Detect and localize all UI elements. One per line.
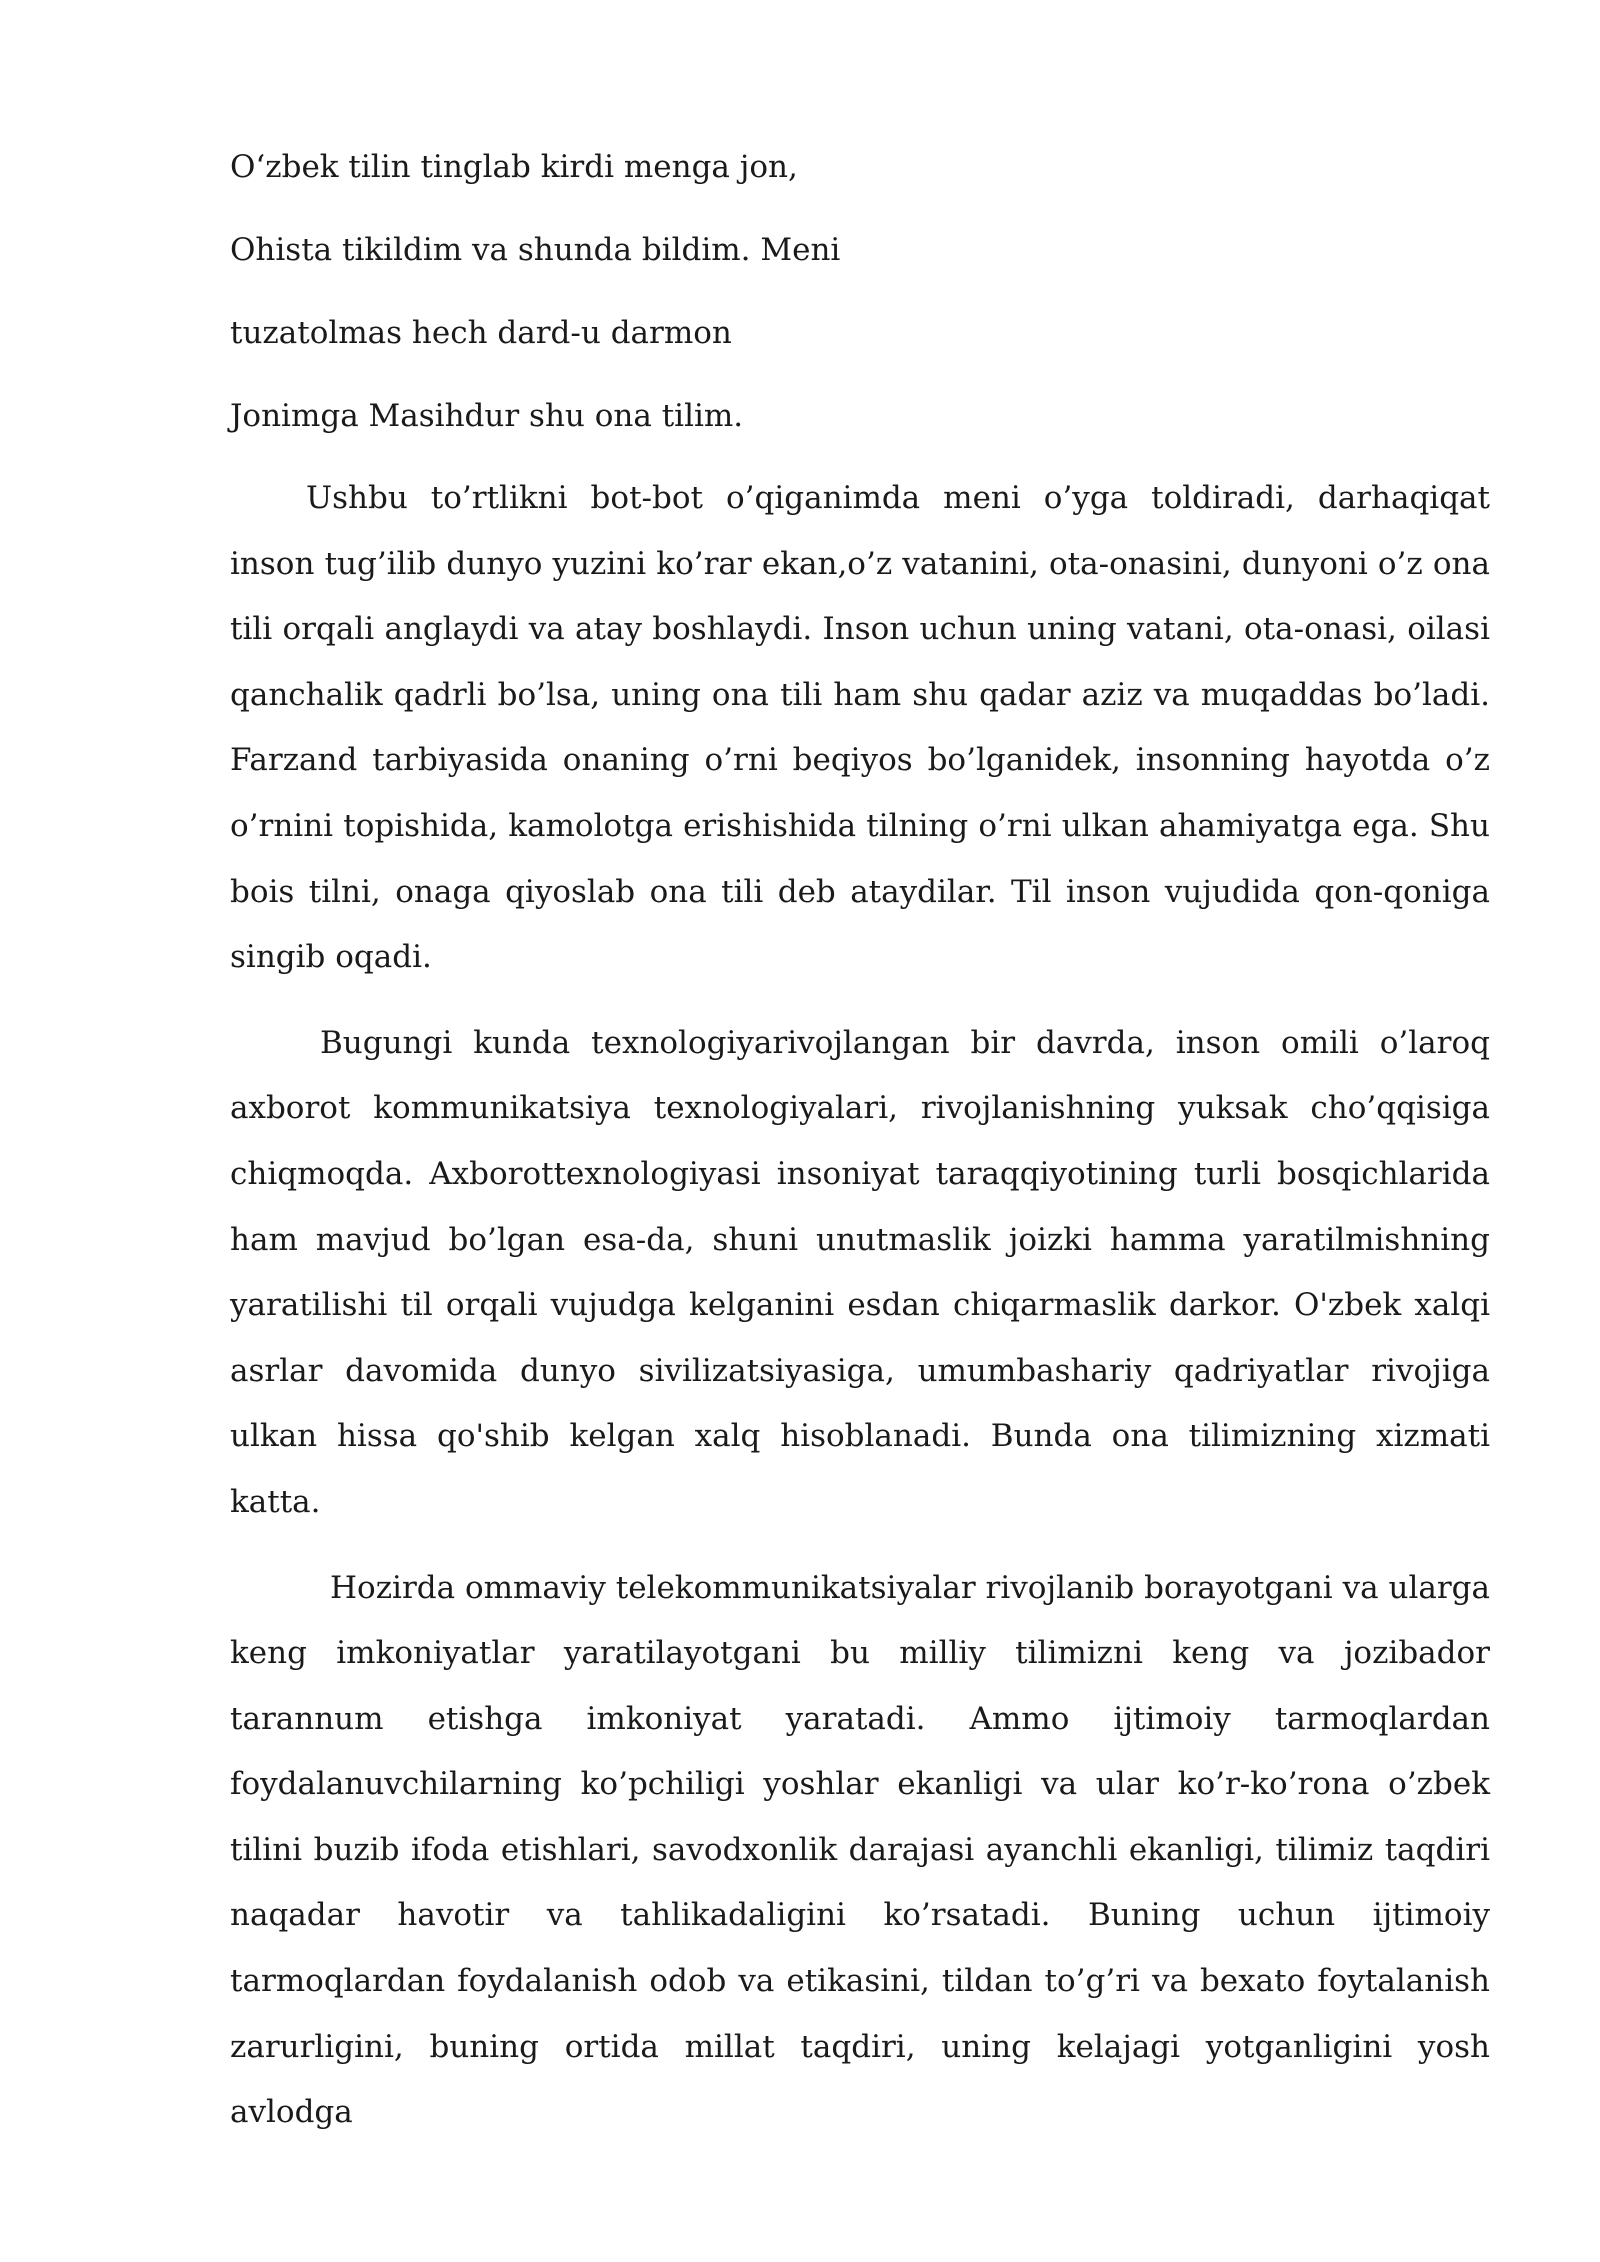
document-body (230, 150, 1490, 2146)
poem-stanza (230, 150, 1490, 482)
paragraph-1: Ushbu to’rtlikni bot-bot o’qiganimda meni o’yga toldiradi, darhaqiqat inson tug’ilib dunyo yuzini ko’rar ekan,o’z vatanini, ota-onasini, dunyoni o’z ona tili orqali anglaydi va atay boshlaydi. Inson uchun uning vatani, ota-onasi, oilasi qanchalik qadrli bo’lsa, uning ona tili ham shu qadar aziz va muqaddas bo’ladi. Farzand tarbiyasida onaning o’rni beqiyos bo’lganidek, insonning hayotda o’z o’rnini topishida, kamolotga erishishida tilning o’rni ulkan ahamiyatga ega. Shu bois tilni, onaga qiyoslab ona tili deb ataydilar. Til inson vujudida qon-qoniga singib oqadi. (230, 480, 1490, 976)
paragraph-3: Hozirda ommaviy telekommunikatsiyalar rivojlanib borayotgani va ularga keng imkoniyatlar yaratilayotgani bu milliy tilimizni keng va jozibador tarannum etishga imkoniyat yaratadi. Ammo ijtimoiy tarmoqlardan foydalanuvchilarning ko’pchiligi yoshlar ekanligi va ular ko’r-ko’rona o’zbek tilini buzib ifoda etishlari, savodxonlik darajasi ayanchli ekanligi, tilimiz taqdiri naqadar havotir va tahlikadaligini ko’rsatadi. Buning uchun ijtimoiy tarmoqlardan foydalanish odob va etikasini, tildan to’g’ri va bexato foytalanish zarurligini, buning ortida millat taqdiri, uning kelajagi yotganligini yosh avlodga (230, 1569, 1490, 2131)
poem-line-2: Ohista tikildim va shunda bildim. Meni (230, 232, 841, 268)
poem-line-3: tuzatolmas hech dard-u darmon (230, 315, 732, 351)
paragraph-2: Bugungi kunda texnologiyarivojlangan bir davrda, inson omili o’laroq axborot kommunikatsiya texnologiyalari, rivojlanishning yuksak cho’qqisiga chiqmoqda. Axborottexnologiyasi insoniyat taraqqiyotining turli bosqichlarida ham mavjud bo’lgan esa-da, shuni unutmaslik joizki hamma yaratilmishning yaratilishi til orqali vujudga kelganini esdan chiqarmaslik darkor. O'zbek xalqi asrlar davomida dunyo sivilizatsiyasiga, umumbashariy qadriyatlar rivojiga ulkan hissa qo'shib kelgan xalq hisoblanadi. Bunda ona tilimizning xizmati katta. (230, 1024, 1490, 1520)
poem-line-1: O‘zbek tilin tinglab kirdi menga jon, (230, 149, 798, 185)
poem-line-4: Jonimga Masihdur shu ona tilim. (230, 398, 744, 434)
